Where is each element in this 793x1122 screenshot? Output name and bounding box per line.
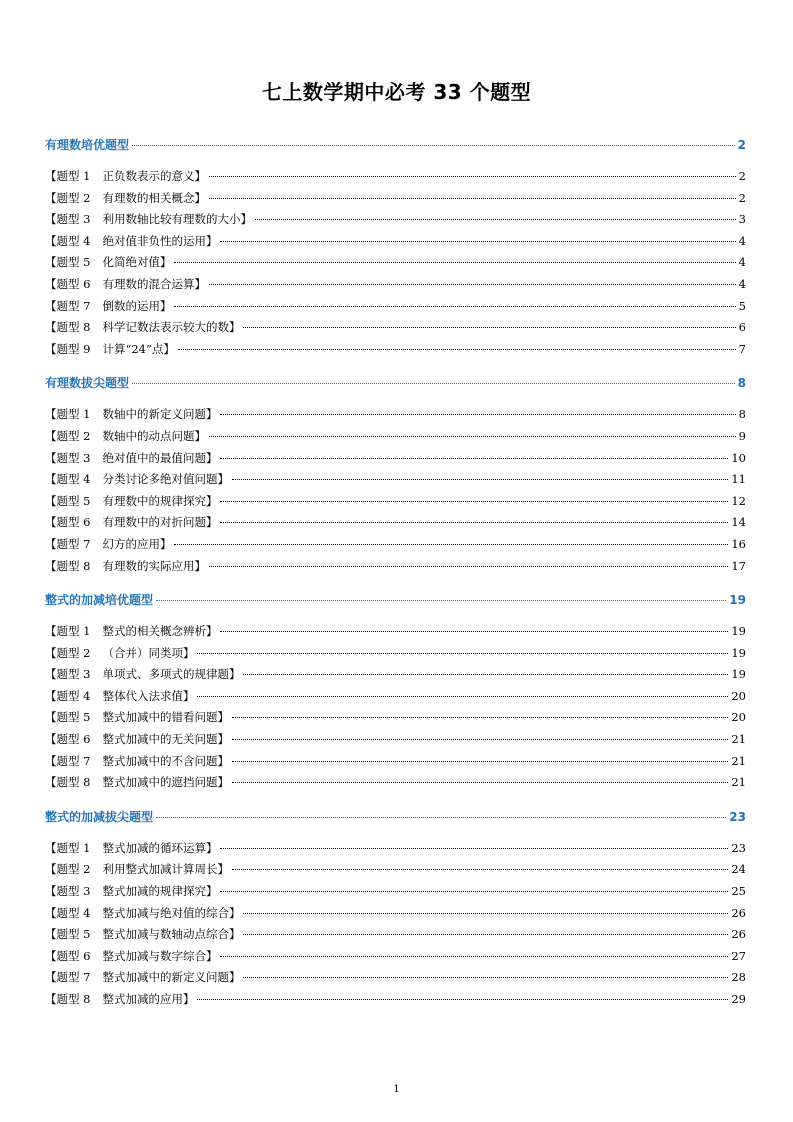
toc-entry[interactable] — [45, 450, 746, 472]
topic-number: 【题型 7 — [45, 753, 91, 768]
toc-section — [45, 374, 746, 587]
toc-entry[interactable] — [45, 406, 746, 428]
section-spacer — [45, 579, 746, 587]
topic-number: 【题型 8 — [45, 558, 91, 573]
toc-entry[interactable] — [45, 493, 746, 515]
topic-name: 整式加减的应用】 — [102, 992, 195, 1006]
section-page-number: 23 — [729, 809, 746, 824]
entry-page-number: 17 — [731, 558, 746, 573]
topic-number: 【题型 6 — [45, 515, 91, 530]
topic-number: 【题型 7 — [45, 298, 91, 313]
dot-leader — [209, 566, 728, 567]
entry-page-number: 16 — [731, 536, 746, 551]
toc-entry-label — [45, 991, 194, 1007]
entry-page-number: 9 — [738, 428, 746, 443]
toc-entry[interactable] — [45, 709, 746, 731]
dot-leader — [243, 674, 728, 675]
entry-page-number: 5 — [738, 298, 746, 313]
entry-page-number: 28 — [731, 970, 746, 985]
topic-number: 【题型 6 — [45, 948, 91, 963]
dot-leader — [209, 198, 736, 199]
section-spacer — [45, 362, 746, 370]
topic-number: 【题型 4 — [45, 472, 91, 487]
topic-name: 数轴中的动点问题】 — [102, 428, 206, 443]
entry-page-number: 19 — [731, 624, 746, 639]
toc-entry-label — [45, 861, 229, 877]
dot-leader — [220, 241, 735, 242]
entry-page-number: 20 — [731, 688, 746, 703]
topic-number: 【题型 2 — [45, 862, 91, 877]
toc-entry-label — [45, 471, 229, 487]
toc-entry[interactable] — [45, 514, 746, 536]
section-heading-label: 有理数拔尖题型 — [45, 376, 130, 391]
toc-section-heading[interactable] — [45, 136, 746, 158]
entry-page-number: 4 — [738, 255, 746, 270]
toc-section — [45, 591, 746, 804]
table-of-contents — [45, 136, 746, 1021]
entry-page-number: 23 — [731, 840, 746, 855]
dot-leader — [243, 977, 728, 978]
dot-leader — [209, 284, 736, 285]
toc-entry[interactable] — [45, 536, 746, 558]
toc-entry-label — [45, 493, 217, 509]
topic-number: 【题型 1 — [45, 407, 91, 422]
entry-page-number: 8 — [738, 407, 746, 422]
document-title: 七上数学期中必考 33 个题型 — [261, 80, 532, 104]
section-heading-label: 整式的加减拔尖题型 — [45, 809, 154, 824]
section-heading-label: 整式的加减培优题型 — [45, 593, 154, 608]
toc-entry-label — [45, 211, 252, 227]
topic-number: 【题型 5 — [45, 710, 91, 725]
topic-name: 化简绝对值】 — [102, 255, 172, 270]
dot-leader — [156, 600, 726, 601]
toc-entry-label — [45, 753, 229, 769]
topic-name: 整式加减中的遮挡问题】 — [102, 775, 229, 790]
toc-entry-label — [45, 276, 206, 292]
toc-entry-label — [45, 233, 217, 249]
dot-leader — [232, 717, 728, 718]
topic-name: 利用数轴比较有理数的大小】 — [102, 212, 252, 227]
entry-page-number: 10 — [731, 450, 746, 465]
entry-page-number: 24 — [731, 862, 746, 877]
toc-section-heading[interactable] — [45, 808, 746, 830]
topic-name: 幻方的应用】 — [102, 536, 172, 551]
toc-entry[interactable] — [45, 861, 746, 883]
topic-name: 整体代入法求值】 — [102, 688, 195, 703]
toc-entry-label — [45, 969, 240, 985]
dot-leader — [232, 739, 728, 740]
topic-name: 整式加减中的无关问题】 — [102, 732, 229, 747]
dot-leader — [220, 631, 728, 632]
toc-entry[interactable] — [45, 298, 746, 320]
entry-page-number: 20 — [731, 710, 746, 725]
topic-number: 【题型 4 — [45, 905, 91, 920]
topic-number: 【题型 2 — [45, 645, 91, 660]
topic-name: 科学记数法表示较大的数】 — [102, 320, 241, 335]
dot-leader — [232, 782, 728, 783]
topic-number: 【题型 3 — [45, 667, 91, 682]
toc-entry[interactable] — [45, 254, 746, 276]
toc-entry[interactable] — [45, 731, 746, 753]
topic-name: 有理数的实际应用】 — [102, 558, 206, 573]
toc-entry[interactable] — [45, 276, 746, 298]
topic-name: 整式加减与数字综合】 — [102, 948, 218, 963]
dot-leader — [197, 653, 728, 654]
entry-page-number: 12 — [731, 493, 746, 508]
topic-name: 有理数的相关概念】 — [102, 190, 206, 205]
dot-leader — [220, 501, 728, 502]
dot-leader — [232, 479, 728, 480]
toc-entry-label — [45, 406, 217, 422]
section-page-number: 2 — [737, 138, 746, 152]
topic-name: 正负数表示的意义】 — [102, 169, 206, 183]
dot-leader — [132, 383, 735, 384]
entry-page-number: 27 — [731, 948, 746, 963]
topic-name: 绝对值非负性的运用】 — [102, 233, 218, 248]
toc-entry[interactable] — [45, 905, 746, 927]
dot-leader — [232, 869, 728, 870]
toc-entry[interactable] — [45, 211, 746, 233]
dot-leader — [220, 522, 728, 523]
topic-number: 【题型 1 — [45, 840, 91, 855]
dot-leader — [232, 761, 728, 762]
entry-page-number: 11 — [731, 472, 746, 487]
topic-name: 整式加减的循环运算】 — [102, 840, 218, 855]
dot-leader — [220, 891, 728, 892]
topic-name: 有理数中的对折问题】 — [102, 515, 218, 530]
toc-entry[interactable] — [45, 471, 746, 493]
toc-entry[interactable] — [45, 319, 746, 341]
topic-number: 【题型 5 — [45, 927, 91, 942]
dot-leader — [220, 848, 728, 849]
toc-entry-label — [45, 168, 206, 184]
toc-entry[interactable] — [45, 948, 746, 970]
toc-entry[interactable] — [45, 666, 746, 688]
entry-page-number: 2 — [738, 190, 746, 205]
topic-number: 【题型 8 — [45, 320, 91, 335]
toc-entry-label — [45, 688, 194, 704]
toc-entry-label — [45, 883, 217, 899]
entry-page-number: 21 — [731, 732, 746, 747]
topic-number: 【题型 2 — [45, 190, 91, 205]
topic-name: （合并）同类项】 — [102, 645, 195, 660]
entry-page-number: 25 — [731, 884, 746, 899]
toc-entry-label — [45, 514, 217, 530]
topic-name: 倒数的运用】 — [102, 298, 172, 313]
toc-entry-label — [45, 298, 171, 314]
entry-page-number: 26 — [731, 927, 746, 942]
dot-leader — [243, 934, 728, 935]
dot-leader — [209, 176, 736, 177]
toc-entry-label — [45, 774, 229, 790]
dot-leader — [197, 696, 728, 697]
dot-leader — [209, 436, 736, 437]
topic-name: 绝对值中的最值问题】 — [102, 450, 218, 465]
toc-entry[interactable] — [45, 688, 746, 710]
toc-section-heading[interactable] — [45, 591, 746, 613]
topic-number: 【题型 3 — [45, 450, 91, 465]
toc-entry-label — [45, 645, 194, 661]
toc-entry[interactable] — [45, 840, 746, 862]
dot-leader — [255, 219, 736, 220]
dot-leader — [174, 262, 735, 263]
entry-page-number: 4 — [738, 276, 746, 291]
entry-page-number: 2 — [738, 169, 746, 183]
entry-page-number: 14 — [731, 515, 746, 530]
dot-leader — [132, 145, 735, 146]
section-heading-label: 有理数培优题型 — [45, 138, 130, 152]
toc-entry[interactable] — [45, 645, 746, 667]
dot-leader — [178, 349, 736, 350]
dot-leader — [174, 544, 728, 545]
entry-page-number: 21 — [731, 753, 746, 768]
toc-entry-label — [45, 558, 206, 574]
topic-name: 计算“24”点】 — [102, 341, 175, 356]
topic-name: 有理数中的规律探究】 — [102, 493, 218, 508]
topic-number: 【题型 7 — [45, 970, 91, 985]
dot-leader — [220, 458, 728, 459]
topic-name: 有理数的混合运算】 — [102, 276, 206, 291]
toc-entry-label — [45, 948, 217, 964]
entry-page-number: 4 — [738, 233, 746, 248]
topic-number: 【题型 1 — [45, 624, 91, 639]
topic-name: 整式加减的规律探究】 — [102, 884, 218, 899]
topic-number: 【题型 5 — [45, 255, 91, 270]
section-page-number: 19 — [729, 593, 746, 608]
topic-name: 整式加减中的不含问题】 — [102, 753, 229, 768]
topic-number: 【题型 2 — [45, 428, 91, 443]
entry-page-number: 6 — [738, 320, 746, 335]
toc-entry[interactable] — [45, 969, 746, 991]
entry-page-number: 26 — [731, 905, 746, 920]
dot-leader — [220, 414, 735, 415]
topic-name: 整式加减中的错看问题】 — [102, 710, 229, 725]
topic-name: 整式加减与数轴动点综合】 — [102, 927, 241, 942]
dot-leader — [243, 913, 728, 914]
toc-entry-label — [45, 709, 229, 725]
toc-entry[interactable] — [45, 991, 746, 1013]
toc-entry-label — [45, 190, 206, 206]
topic-number: 【题型 1 — [45, 169, 91, 183]
entry-page-number: 7 — [738, 341, 746, 356]
toc-entry[interactable] — [45, 168, 746, 190]
topic-number: 【题型 4 — [45, 233, 91, 248]
dot-leader — [156, 817, 726, 818]
toc-entry-label — [45, 536, 171, 552]
entry-page-number: 21 — [731, 775, 746, 790]
dot-leader — [197, 999, 728, 1000]
section-spacer — [45, 1013, 746, 1021]
section-page-number: 8 — [737, 376, 746, 391]
topic-name: 单项式、多项式的规律题】 — [102, 667, 241, 682]
toc-entry-label — [45, 731, 229, 747]
toc-entry-label — [45, 319, 240, 335]
topic-name: 整式加减与绝对值的综合】 — [102, 905, 241, 920]
toc-entry[interactable] — [45, 190, 746, 212]
entry-page-number: 19 — [731, 667, 746, 682]
toc-entry-label — [45, 341, 175, 357]
topic-number: 【题型 6 — [45, 732, 91, 747]
toc-entry-label — [45, 905, 240, 921]
dot-leader — [243, 327, 735, 328]
toc-entry[interactable] — [45, 623, 746, 645]
toc-section — [45, 808, 746, 1021]
topic-name: 分类讨论多绝对值问题】 — [102, 472, 229, 487]
topic-number: 【题型 9 — [45, 341, 91, 356]
topic-number: 【题型 3 — [45, 212, 91, 227]
topic-number: 【题型 8 — [45, 775, 91, 790]
toc-entry[interactable] — [45, 233, 746, 255]
dot-leader — [220, 956, 728, 957]
topic-name: 利用整式加减计算周长】 — [102, 862, 229, 877]
toc-entry-label — [45, 450, 217, 466]
toc-section — [45, 136, 746, 370]
topic-name: 数轴中的新定义问题】 — [102, 407, 218, 422]
entry-page-number: 3 — [738, 212, 746, 227]
page-number: 1 — [393, 1084, 400, 1095]
toc-entry-label — [45, 428, 206, 444]
section-spacer — [45, 796, 746, 804]
toc-entry-label — [45, 840, 217, 856]
toc-entry[interactable] — [45, 753, 746, 775]
topic-name: 整式加减中的新定义问题】 — [102, 970, 241, 985]
toc-entry-label — [45, 926, 240, 942]
toc-entry-label — [45, 623, 217, 639]
toc-entry[interactable] — [45, 926, 746, 948]
entry-page-number: 19 — [731, 645, 746, 660]
topic-number: 【题型 3 — [45, 884, 91, 899]
toc-entry[interactable] — [45, 883, 746, 905]
topic-number: 【题型 8 — [45, 992, 91, 1006]
toc-entry[interactable] — [45, 428, 746, 450]
toc-entry-label — [45, 666, 240, 682]
toc-entry[interactable] — [45, 774, 746, 796]
toc-section-heading[interactable] — [45, 374, 746, 396]
toc-entry[interactable] — [45, 341, 746, 363]
topic-number: 【题型 7 — [45, 536, 91, 551]
toc-entry[interactable] — [45, 558, 746, 580]
dot-leader — [174, 306, 735, 307]
topic-number: 【题型 4 — [45, 688, 91, 703]
topic-number: 【题型 6 — [45, 276, 91, 291]
topic-name: 整式的相关概念辨析】 — [102, 624, 218, 639]
entry-page-number: 29 — [731, 992, 746, 1006]
topic-number: 【题型 5 — [45, 493, 91, 508]
toc-entry-label — [45, 254, 171, 270]
